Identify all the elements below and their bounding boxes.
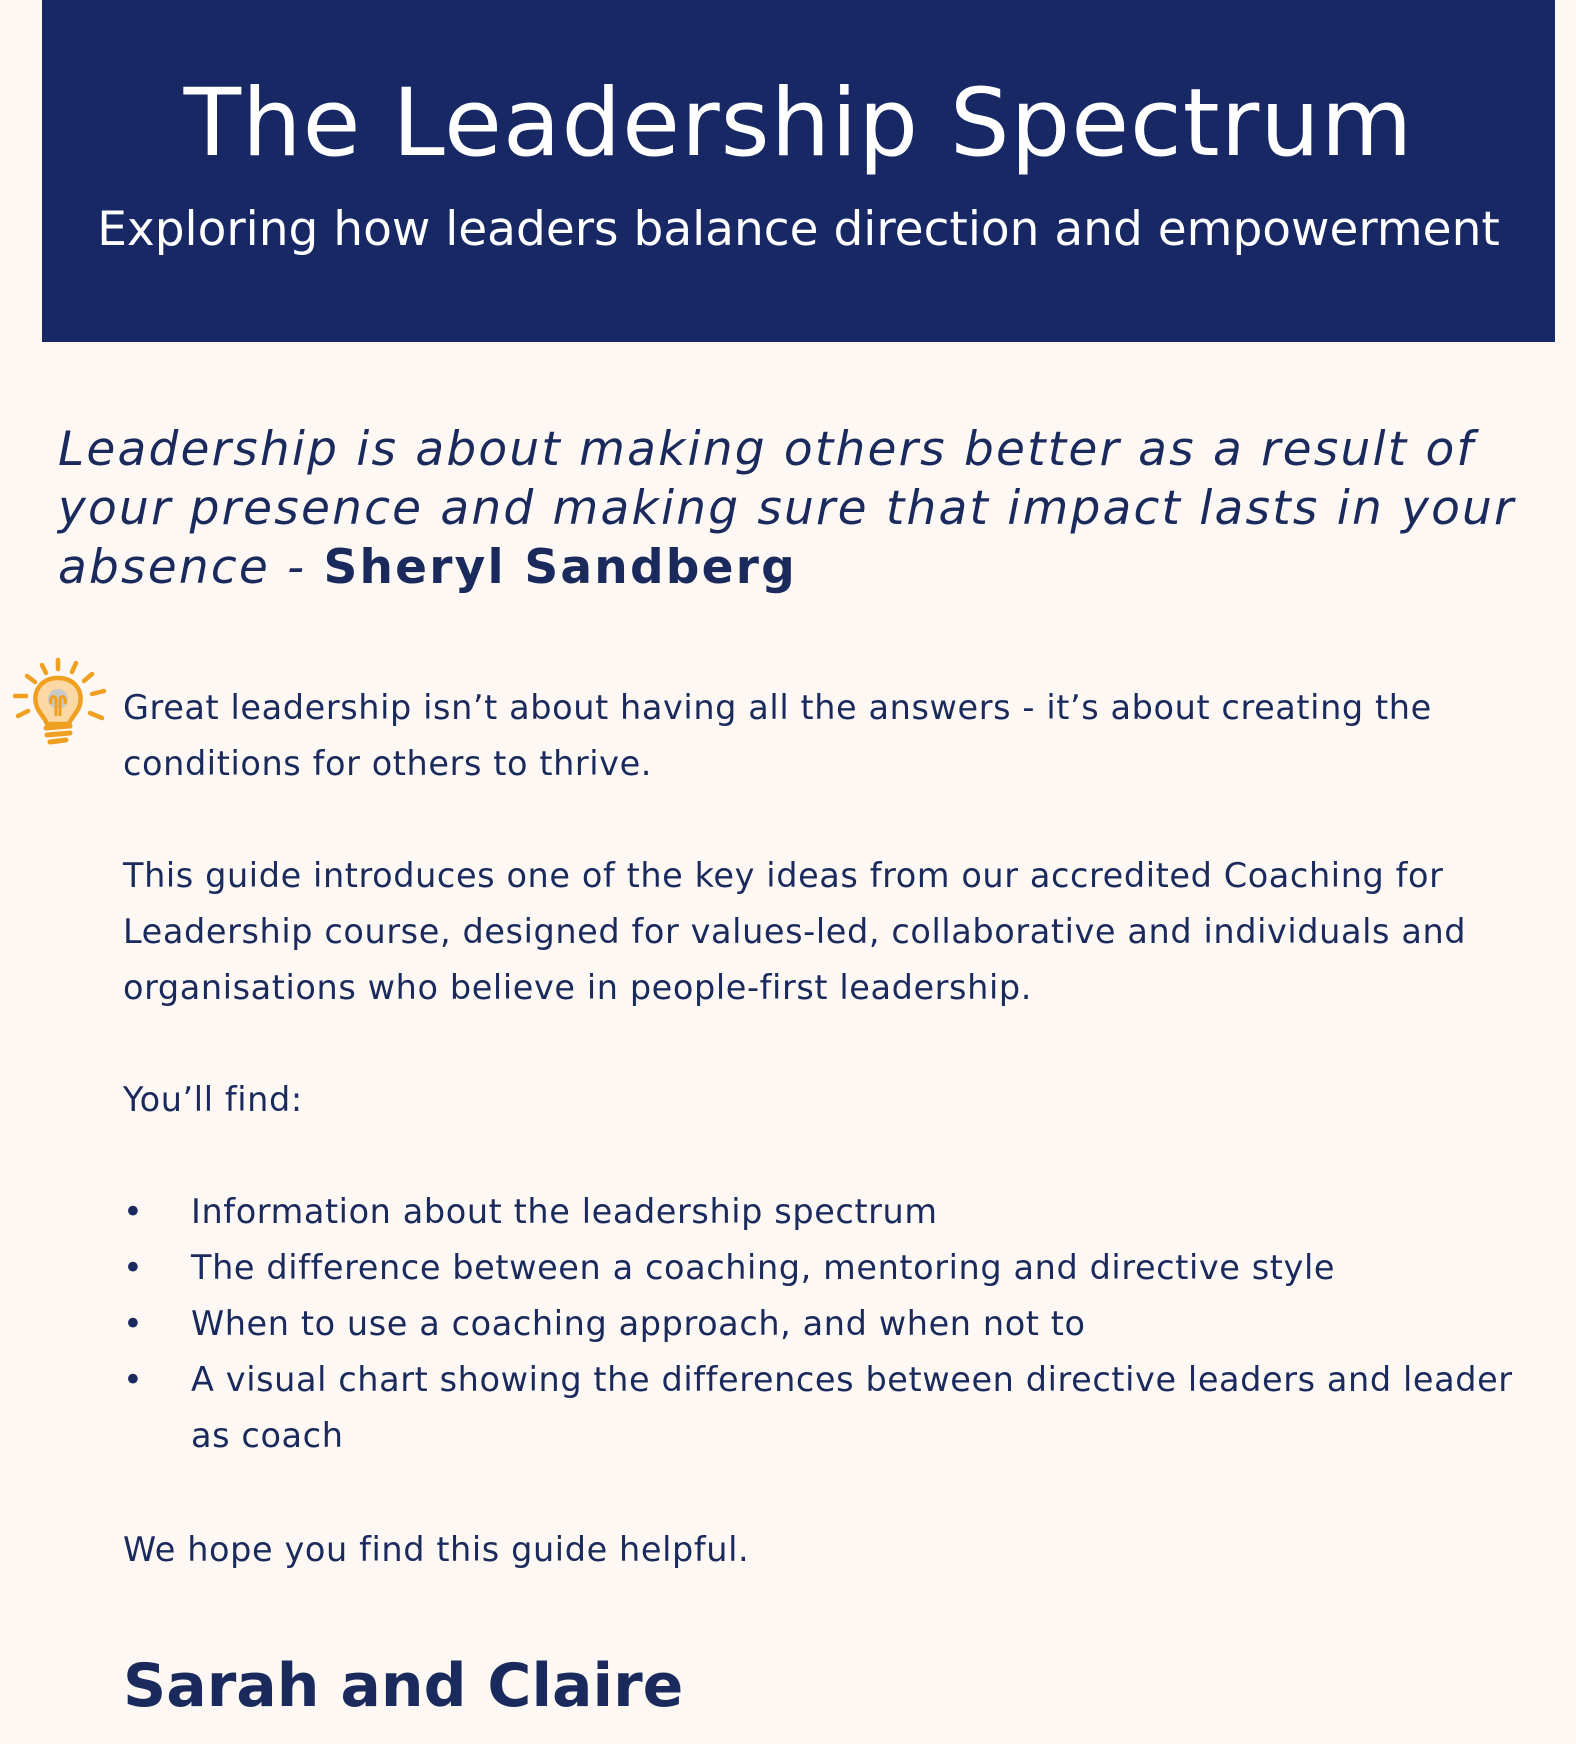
lightbulb-icon (6, 656, 110, 752)
list-item (123, 1240, 1543, 1296)
guide-description: This guide introduces one of the key ideas from our accredited Coaching for Leadership course, designed for values-led, collaborative and individuals and organisations who believe in people-first leadership. (123, 856, 1467, 1007)
quote-author: Sheryl Sandberg (323, 540, 797, 595)
signature: Sarah and Claire (123, 1651, 684, 1721)
bullet-dot: • (123, 1192, 144, 1231)
page-title: The Leadership Spectrum (183, 69, 1414, 178)
bullet-dot: • (123, 1304, 144, 1343)
list-item-text: The difference between a coaching, mentoring and directive style (191, 1248, 1336, 1287)
list-item (123, 1352, 1543, 1464)
intro-paragraph: Great leadership isn’t about having all the answers - it’s about creating the conditions for others to thrive. (123, 688, 1432, 783)
quote-text: Leadership is about making others better as a result of your presence and making sure that impact lasts in your absence - (58, 422, 1516, 595)
list-item (123, 1296, 1543, 1352)
find-label: You’ll find: (123, 1080, 303, 1119)
page-subtitle: Exploring how leaders balance direction and empowerment (97, 202, 1500, 257)
leadership-quote (58, 420, 1528, 597)
list-item-text: When to use a coaching approach, and when not to (191, 1304, 1086, 1343)
bullet-list (123, 1184, 1543, 1464)
bullet-dot: • (123, 1248, 144, 1287)
closing-text: We hope you find this guide helpful. (123, 1530, 750, 1569)
list-item (123, 1184, 1543, 1240)
header-banner (42, 0, 1555, 342)
list-item-text: A visual chart showing the differences between directive leaders and leader as coach (191, 1360, 1513, 1455)
list-item-text: Information about the leadership spectrum (191, 1192, 938, 1231)
bullet-dot: • (123, 1360, 144, 1399)
